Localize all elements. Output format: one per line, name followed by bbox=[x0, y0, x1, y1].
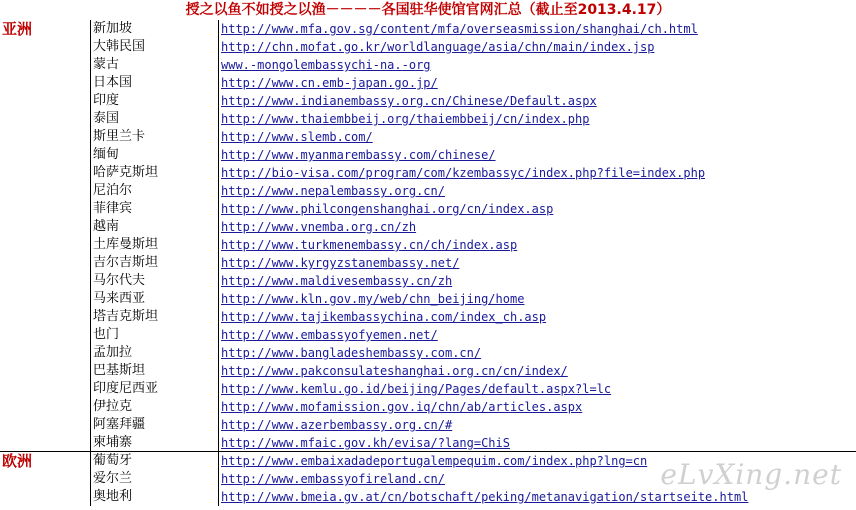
region-label: 欧洲 bbox=[2, 452, 33, 470]
table-row bbox=[0, 182, 856, 200]
country-name: 新加坡 bbox=[90, 20, 218, 38]
table-row bbox=[0, 308, 856, 326]
country-name: 柬埔寨 bbox=[90, 434, 218, 452]
embassy-link[interactable]: http://www.bmeia.gv.at/cn/botschaft/peking/metanavigation/startseite.html bbox=[218, 488, 856, 506]
embassy-link[interactable]: http://www.tajikembassychina.com/index_ch.asp bbox=[218, 308, 856, 326]
country-name: 孟加拉 bbox=[90, 344, 218, 362]
table-row bbox=[0, 380, 856, 398]
table-row bbox=[0, 398, 856, 416]
region-label bbox=[0, 308, 90, 326]
region-label bbox=[0, 416, 90, 434]
embassy-link[interactable]: http://www.cn.emb-japan.go.jp/ bbox=[218, 74, 856, 92]
table-row bbox=[0, 200, 856, 218]
table-row bbox=[0, 74, 856, 92]
country-name: 尼泊尔 bbox=[90, 182, 218, 200]
country-name: 马来西亚 bbox=[90, 290, 218, 308]
country-name: 大韩民国 bbox=[90, 38, 218, 56]
embassy-link[interactable]: http://www.pakconsulateshanghai.org.cn/cn/index/ bbox=[218, 362, 856, 380]
embassy-link[interactable]: http://www.maldivesembassy.cn/zh bbox=[218, 272, 856, 290]
embassy-link[interactable]: http://www.myanmarembassy.com/chinese/ bbox=[218, 146, 856, 164]
region-label bbox=[0, 56, 90, 74]
table-row bbox=[0, 434, 856, 452]
region-label bbox=[0, 146, 90, 164]
region-label bbox=[0, 488, 90, 506]
country-name: 伊拉克 bbox=[90, 398, 218, 416]
country-name: 日本国 bbox=[90, 74, 218, 92]
table-row bbox=[0, 164, 856, 182]
embassy-link[interactable]: http://chn.mofat.go.kr/worldlanguage/asia/chn/main/index.jsp bbox=[218, 38, 856, 56]
region-label bbox=[0, 326, 90, 344]
embassy-link[interactable]: http://www.mfa.gov.sg/content/mfa/overseasmission/shanghai/ch.html bbox=[218, 20, 856, 38]
table-row bbox=[0, 362, 856, 380]
embassy-link[interactable]: http://www.bangladeshembassy.com.cn/ bbox=[218, 344, 856, 362]
embassy-link[interactable]: http://www.embassyofireland.cn/ bbox=[218, 470, 856, 488]
table-row bbox=[0, 236, 856, 254]
embassy-link[interactable]: http://www.mofamission.gov.iq/chn/ab/articles.aspx bbox=[218, 398, 856, 416]
region-label bbox=[0, 344, 90, 362]
country-name: 蒙古 bbox=[90, 56, 218, 74]
country-name: 奥地利 bbox=[90, 488, 218, 506]
region-label bbox=[0, 218, 90, 236]
country-name: 阿塞拜疆 bbox=[90, 416, 218, 434]
region-label: 亚洲 bbox=[2, 20, 33, 38]
country-name: 巴基斯坦 bbox=[90, 362, 218, 380]
country-name: 也门 bbox=[90, 326, 218, 344]
embassy-link[interactable]: http://www.indianembassy.org.cn/Chinese/Default.aspx bbox=[218, 92, 856, 110]
region-label bbox=[0, 362, 90, 380]
embassy-link[interactable]: http://www.slemb.com/ bbox=[218, 128, 856, 146]
embassy-link[interactable]: http://www.kyrgyzstanembassy.net/ bbox=[218, 254, 856, 272]
region-label bbox=[0, 110, 90, 128]
table-row bbox=[0, 272, 856, 290]
country-name: 越南 bbox=[90, 218, 218, 236]
embassy-link[interactable]: http://www.turkmenembassy.cn/ch/index.asp bbox=[218, 236, 856, 254]
embassy-link[interactable]: http://www.embaixadadeportugalempequim.com/index.php?lng=cn bbox=[218, 452, 856, 470]
region-label bbox=[0, 92, 90, 110]
embassy-link[interactable]: http://www.embassyofyemen.net/ bbox=[218, 326, 856, 344]
embassy-link[interactable]: http://www.azerbembassy.org.cn/# bbox=[218, 416, 856, 434]
table-row bbox=[0, 92, 856, 110]
table-row bbox=[0, 344, 856, 362]
embassy-link[interactable]: http://www.nepalembassy.org.cn/ bbox=[218, 182, 856, 200]
region-label bbox=[0, 272, 90, 290]
region-label bbox=[0, 74, 90, 92]
country-name: 葡萄牙 bbox=[90, 452, 218, 470]
table-row bbox=[0, 20, 856, 38]
country-name: 印度尼西亚 bbox=[90, 380, 218, 398]
embassy-link[interactable]: http://www.kln.gov.my/web/chn_beijing/home bbox=[218, 290, 856, 308]
country-name: 爱尔兰 bbox=[90, 470, 218, 488]
table-row bbox=[0, 146, 856, 164]
country-name: 吉尔吉斯坦 bbox=[90, 254, 218, 272]
embassy-link[interactable]: www.-mongolembassychi-na.-org bbox=[218, 56, 856, 74]
country-name: 塔吉克斯坦 bbox=[90, 308, 218, 326]
region-label bbox=[0, 290, 90, 308]
table-row bbox=[0, 128, 856, 146]
table-row bbox=[0, 38, 856, 56]
region-label bbox=[0, 398, 90, 416]
watermark: eLvXing.net bbox=[660, 458, 842, 491]
country-name: 泰国 bbox=[90, 110, 218, 128]
embassy-link[interactable]: http://www.kemlu.go.id/beijing/Pages/default.aspx?l=lc bbox=[218, 380, 856, 398]
page-title: 授之以鱼不如授之以渔－－－－各国驻华使馆官网汇总（截止至2013.4.17） bbox=[185, 2, 671, 18]
region-label bbox=[0, 236, 90, 254]
country-name: 菲律宾 bbox=[90, 200, 218, 218]
country-name: 斯里兰卡 bbox=[90, 128, 218, 146]
embassy-link[interactable]: http://www.thaiembbeij.org/thaiembbeij/cn/index.php bbox=[218, 110, 856, 128]
country-name: 哈萨克斯坦 bbox=[90, 164, 218, 182]
country-name: 马尔代夫 bbox=[90, 272, 218, 290]
region-label bbox=[0, 200, 90, 218]
table-row bbox=[0, 110, 856, 128]
embassy-link[interactable]: http://www.mfaic.gov.kh/evisa/?lang=ChiS bbox=[218, 434, 856, 452]
region-label bbox=[0, 164, 90, 182]
section-divider bbox=[0, 451, 856, 452]
embassy-link[interactable]: http://www.philcongenshanghai.org/cn/index.asp bbox=[218, 200, 856, 218]
table-row bbox=[0, 218, 856, 236]
table-row bbox=[0, 416, 856, 434]
table-row bbox=[0, 254, 856, 272]
region-label bbox=[0, 38, 90, 56]
region-label bbox=[0, 254, 90, 272]
table-row bbox=[0, 290, 856, 308]
table-row bbox=[0, 326, 856, 344]
country-name: 印度 bbox=[90, 92, 218, 110]
table-row bbox=[0, 56, 856, 74]
embassy-link[interactable]: http://www.vnemba.org.cn/zh bbox=[218, 218, 856, 236]
region-label bbox=[0, 128, 90, 146]
region-label bbox=[0, 470, 90, 488]
region-label bbox=[0, 182, 90, 200]
country-name: 缅甸 bbox=[90, 146, 218, 164]
region-label bbox=[0, 380, 90, 398]
embassy-link[interactable]: http://bio-visa.com/program/com/kzembassyc/index.php?file=index.php bbox=[218, 164, 856, 182]
region-label bbox=[0, 434, 90, 452]
country-name: 土库曼斯坦 bbox=[90, 236, 218, 254]
